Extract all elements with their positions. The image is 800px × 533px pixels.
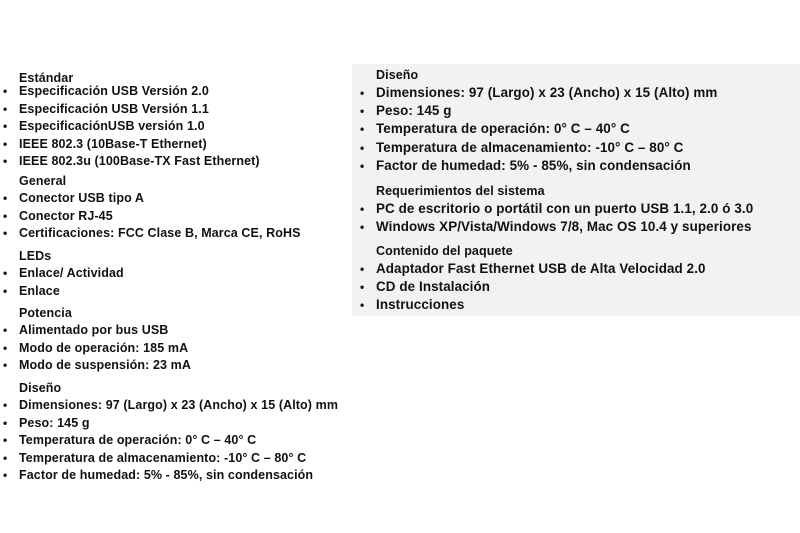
spec-list	[0, 83, 260, 171]
section-title: LEDs	[19, 249, 52, 263]
spec-list	[0, 322, 191, 375]
list-item: • PC de escritorio o portátil con un puerto USB 1.1, 2.0 ó 3.0	[352, 200, 753, 218]
list-item: • Certificaciones: FCC Clase B, Marca CE, RoHS	[0, 225, 301, 243]
section-title: Diseño	[376, 68, 419, 82]
list-item: • Peso: 145 g	[352, 102, 717, 120]
list-item: • Windows XP/Vista/Windows 7/8, Mac OS 10.4 y superiores	[352, 218, 753, 236]
section-contenido	[352, 242, 706, 315]
section-title: Diseño	[19, 381, 62, 395]
list-item: • Peso: 145 g	[0, 415, 338, 433]
section-title: Potencia	[19, 306, 72, 320]
list-item: • Factor de humedad: 5% - 85%, sin condensación	[352, 157, 717, 175]
section-title: Estándar	[19, 71, 74, 85]
list-item: • Instrucciones	[352, 296, 706, 314]
spec-list	[0, 397, 338, 485]
list-item: • Dimensiones: 97 (Largo) x 23 (Ancho) x 15 (Alto) mm	[0, 397, 338, 415]
list-item: • IEEE 802.3u (100Base-TX Fast Ethernet)	[0, 153, 260, 171]
list-item: • CD de Instalación	[352, 278, 706, 296]
list-item: • Temperatura de almacenamiento: -10° C – 80° C	[0, 450, 338, 468]
spec-list	[0, 265, 124, 300]
section-requerimientos	[352, 182, 753, 236]
section-title: General	[19, 174, 67, 188]
list-item: • Conector USB tipo A	[0, 190, 301, 208]
left-spec-panel	[0, 66, 372, 496]
list-item: • Conector RJ-45	[0, 208, 301, 226]
list-item: • Adaptador Fast Ethernet USB de Alta Velocidad 2.0	[352, 260, 706, 278]
right-spec-panel	[352, 64, 800, 316]
list-item: • Temperatura de almacenamiento: -10° C – 80° C	[352, 139, 717, 157]
section-title: Contenido del paquete	[376, 244, 513, 258]
section-title: Requerimientos del sistema	[376, 184, 545, 198]
section-leds	[0, 247, 124, 300]
section-estandar	[0, 69, 260, 171]
spec-list	[352, 260, 706, 315]
spec-list	[0, 190, 301, 243]
section-general	[0, 172, 301, 243]
list-item: • Alimentado por bus USB	[0, 322, 191, 340]
section-potencia	[0, 304, 191, 375]
list-item: • Especificación USB Versión 1.1	[0, 101, 260, 119]
spec-list	[352, 84, 717, 175]
section-diseno	[0, 379, 338, 485]
list-item: • Dimensiones: 97 (Largo) x 23 (Ancho) x 15 (Alto) mm	[352, 84, 717, 102]
list-item: • Temperatura de operación: 0° C – 40° C	[352, 120, 717, 138]
list-item: • IEEE 802.3 (10Base-T Ethernet)	[0, 136, 260, 154]
list-item: • Especificación USB Versión 2.0	[0, 83, 260, 101]
list-item: • Enlace/ Actividad	[0, 265, 124, 283]
list-item: • Enlace	[0, 283, 124, 301]
list-item: • Factor de humedad: 5% - 85%, sin condensación	[0, 467, 338, 485]
list-item: • Modo de suspensión: 23 mA	[0, 357, 191, 375]
spec-list	[352, 200, 753, 236]
section-diseno	[352, 66, 717, 175]
list-item: • Temperatura de operación: 0° C – 40° C	[0, 432, 338, 450]
list-item: • Modo de operación: 185 mA	[0, 340, 191, 358]
list-item: • EspecificaciónUSB versión 1.0	[0, 118, 260, 136]
